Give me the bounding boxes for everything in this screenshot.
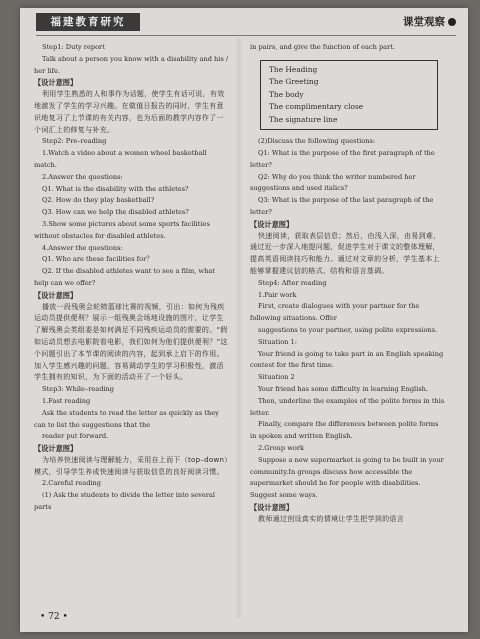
paragraph: 2.Answer the questions: [42,172,123,181]
paragraph: First, create dialogues with your partner for the following situations. Offer [250,302,420,323]
design-intent-heading: 【设计意图】 [250,503,294,512]
bullet-dot-icon [448,18,456,26]
paragraph: 3.Show some pictures about some sports facilities without obstacles for disabled athletes. [34,219,210,240]
paragraph: Q1. What is the disability with the athletes? [42,184,189,193]
letter-parts-box [260,60,438,131]
header-rule [36,35,456,36]
paragraph: 2.Careful reading [42,479,101,488]
journal-title: 福建教育研究 [36,13,140,31]
paragraph: Situation 1: [258,337,297,346]
paragraph: 快速阅读，获取表层信息；然后，由浅入深，由易到难，通过近一步深入地提问题，促进学生对于课文的整体理解，提高英语阅读技巧和能力。通过对文章的分析，学生基本上能够掌握建议信的格式、结构和语言基调。 [250,231,441,276]
paragraph: Q3. How can we help the disabled athletes? [42,208,189,217]
letter-part-item: The Greeting [269,77,319,87]
paragraph: Talk about a person you know with a disability and his / her life. [34,54,229,75]
paragraph: 1.Fast reading [42,396,91,405]
paragraph: Step2: Pre–reading [42,137,107,146]
paragraph: suggestions to your partner, using polite expressions. [258,326,438,335]
paragraph: in pairs, and give the function of each part. [250,43,396,51]
right-column [250,42,446,526]
paragraph: Situation 2 [258,373,295,382]
paragraph: 1.Watch a video about a women wheel basketball match. [34,149,207,169]
page-number: • 72 • [40,612,68,622]
paragraph: 教师通过创设真实的情境让学生把学到的语言 [258,514,404,523]
paragraph: Step3: While–reading [42,385,115,394]
paragraph: Suppose a new supermarket is going to be built in your community.In groups discuss how accessible the supermarket should be for people with disabilities. Suggest some ways. [250,455,444,500]
paragraph: Q1. Who are these facilities for？ [42,255,153,264]
paragraph: Your friend has some difficulty in learning English. [258,385,429,394]
letter-part-item: The complimentary close [269,102,364,112]
letter-part-item: The Heading [269,64,318,74]
left-column [34,42,230,514]
paragraph: 1.Pair work [258,290,297,299]
paragraph: Q3: What is the purpose of the last paragraph of the letter? [250,196,434,217]
design-intent-heading: 【设计意图】 [34,290,78,300]
letter-part-item: The signature line [269,114,338,124]
paragraph: reader put forward. [42,432,109,441]
journal-page [20,8,468,632]
paragraph: 为培养快速阅读与理解能力，采用自上而下（top–down）模式，引导学生养成快速阅读与获取信息的良好阅读习惯。 [34,455,229,476]
paragraph: Your friend is going to take part in an English speaking contest for the first time. [250,349,444,370]
paragraph: (1) Ask the students to divide the letter into several parts [34,491,215,512]
letter-part-item: The body [269,89,304,99]
paragraph: Q1: What is the purpose of the first paragraph of the letter? [250,149,435,169]
paragraph: Q2. If the disabled athletes want to see a film, what help can we offer? [34,267,215,287]
paragraph: Finally, compare the differences between polite forms in spoken and written English. [250,420,439,441]
paragraph: 4.Answer the questions: [42,243,123,252]
paragraph: (2)Discuss the following questions: [258,137,376,146]
column-label [403,14,456,30]
paragraph: Step4: After reading [258,278,327,287]
paragraph: 利用学生熟悉的人和事作为话题，使学生有话可说，有效地激发了学生的学习兴趣。在做值日报告的同时，学生有意识地复习了上节课的有关内容，也为后面的教学内容作了一个词汇上的修复与补充。 [34,90,225,134]
paragraph: 2.Group work [258,444,305,453]
paragraph: Q2: Why do you think the writer numbered her suggestions and used italics? [250,172,416,193]
design-intent-heading: 【设计意图】 [34,444,78,454]
page-crease [235,38,243,618]
right-column-body [250,136,446,525]
paragraph: Ask the students to read the letter as quickly as they can to list the suggestions that the [34,408,219,429]
paragraph: Q2. How do they play basketball? [42,196,155,205]
paragraph: 播放一段残奥会轮椅篮球比赛的视频，引出：如何为残疾运动员提供便利？展示一组残奥会场地设施的图片，让学生了解残奥会类组委是如何满足不同残疾运动员的需要的。“假如运动员想去电影院看电影，我们如何为他们提供便利？”这个问题引出了本节课的阅读的内容，起到承上启下的作用。加入学生感兴趣的问题，容易调动学生的学习积极性，激活学生拥有的知识，为下面的活动开了一个好头。 [34,302,228,382]
design-intent-heading: 【设计意图】 [250,219,294,229]
column-label-text: 课堂观察 [403,16,445,28]
paragraph: Step1: Duty report [42,43,105,51]
design-intent-heading: 【设计意图】 [34,78,78,88]
paragraph: Then, underline the examples of the polite forms in this letter. [250,396,445,417]
